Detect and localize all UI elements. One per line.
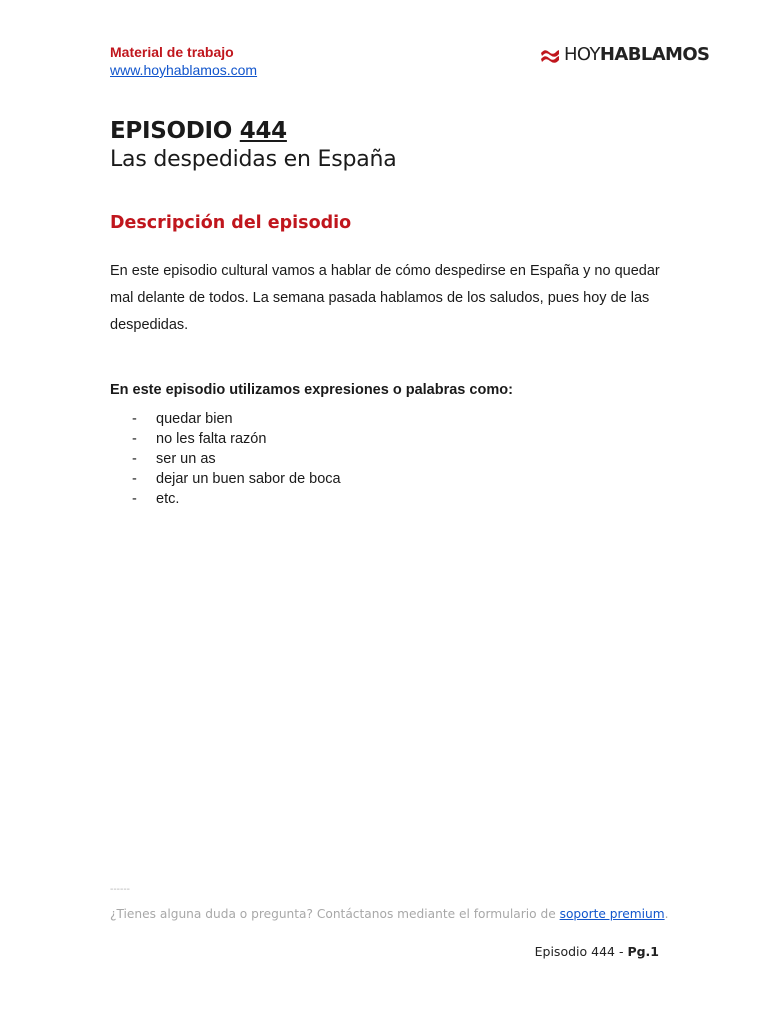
description-paragraph: En este episodio cultural vamos a hablar de cómo despedirse en España y no quedar mal delante de todos. La semana pasada hablamos de los saludos, pues hoy de las despedidas. xyxy=(110,263,660,333)
expressions-heading: En este episodio utilizamos expresiones o palabras como: xyxy=(110,382,513,398)
list-item: - dejar un buen sabor de boca xyxy=(132,471,341,487)
episode-subtitle: Las despedidas en España xyxy=(110,147,397,172)
list-item: - no les falta razón xyxy=(132,431,267,447)
footer-separator: ------ xyxy=(110,884,130,895)
list-item: - etc. xyxy=(132,491,180,507)
work-material-label: Material de trabajo xyxy=(110,44,234,60)
logo-wave-icon xyxy=(540,47,560,63)
header-left xyxy=(110,43,257,80)
hoyhablamos-logo xyxy=(540,44,709,65)
description-heading: Descripción del episodio xyxy=(110,213,352,233)
list-item: - quedar bien xyxy=(132,411,233,427)
episode-number: 444 xyxy=(239,118,287,144)
episode-title: EPISODIO 444 xyxy=(110,118,287,144)
page-number: Episodio 444 - Pg.1 xyxy=(534,944,659,959)
list-item: - ser un as xyxy=(132,451,216,467)
expressions-list xyxy=(110,409,341,509)
support-premium-link[interactable]: soporte premium xyxy=(559,907,665,921)
footer-contact-note: ¿Tienes alguna duda o pregunta? Contáctanos mediante el formulario de soporte premium. xyxy=(110,907,669,921)
website-link[interactable]: www.hoyhablamos.com xyxy=(110,62,258,78)
logo-text: HOYHABLAMOS xyxy=(564,44,710,65)
